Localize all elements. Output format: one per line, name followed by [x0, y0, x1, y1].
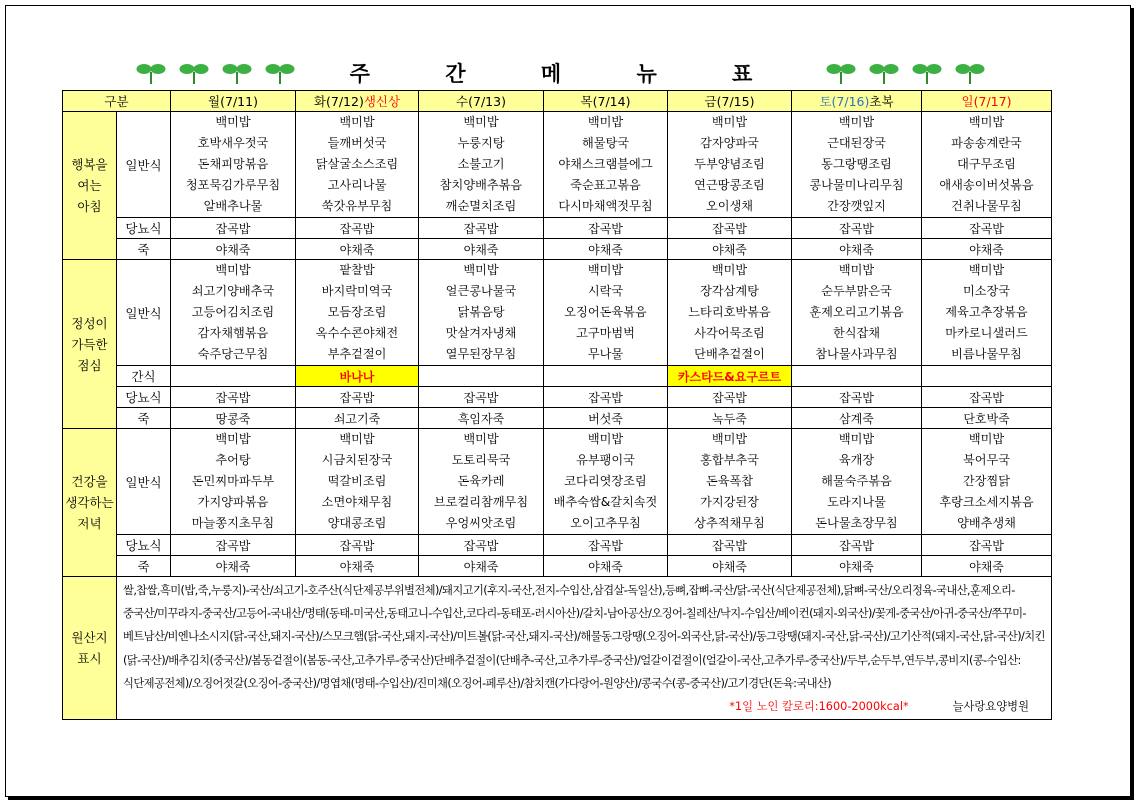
day-note: 초복: [869, 94, 894, 109]
day-date: 화(7/12): [313, 94, 364, 109]
porridge-item: 땅콩죽: [171, 408, 296, 429]
day-header: [296, 91, 419, 112]
dish: 쇠고기양배추국: [191, 284, 275, 298]
dish: 간장찜닭: [962, 474, 1011, 488]
day-header: [171, 91, 296, 112]
dish: 근대된장국: [827, 136, 886, 150]
snack-item: [544, 366, 668, 387]
porridge-item: 야채죽: [171, 239, 296, 260]
breakfast-diabetic-row: [63, 218, 1052, 239]
dish: 대구무조림: [957, 157, 1016, 171]
dish: 백미밥: [463, 432, 499, 446]
diabetic-item: 잡곡밥: [171, 387, 296, 408]
weekly-menu-table: [62, 90, 1052, 720]
meal-label-line: 행복을: [71, 157, 108, 172]
dish: 알배추나물: [203, 199, 263, 213]
day-date: 금(7/15): [704, 94, 755, 109]
breakfast-regular-row: [63, 112, 1052, 218]
lunch-porridge-row: [63, 408, 1052, 429]
dish: 미소장국: [962, 284, 1011, 298]
day-dishes: [544, 429, 668, 535]
dish: 쑥갓유부무침: [321, 199, 393, 213]
porridge-item: 야채죽: [419, 239, 544, 260]
meal-label-line: 원산지: [71, 630, 108, 645]
meal-label-line: 저녁: [77, 516, 102, 531]
dish: 돈민찌마파두부: [191, 474, 275, 488]
diabetic-item: 잡곡밥: [171, 535, 296, 556]
dish: 훈제오리고기볶음: [809, 305, 904, 319]
snack-item: [171, 366, 296, 387]
dish: 닭살굴소스조림: [315, 157, 399, 171]
dish: 백미밥: [339, 432, 375, 446]
origin-label: [63, 577, 117, 720]
diabetic-item: 잡곡밥: [544, 387, 668, 408]
dish: 가지양파볶음: [197, 495, 269, 509]
day-dishes: [171, 260, 296, 366]
porridge-item: 야채죽: [922, 239, 1052, 260]
sprout-decoration-right: [826, 59, 998, 85]
dinner-porridge-row: [63, 556, 1052, 577]
diabetic-item: 잡곡밥: [419, 218, 544, 239]
dish: 한식잡채: [832, 326, 881, 340]
dish: 백미밥: [711, 263, 748, 277]
diabetic-item: 잡곡밥: [296, 387, 419, 408]
dish: 참치양배추볶음: [439, 178, 523, 192]
lunch-regular-row: [63, 260, 1052, 366]
day-header: [419, 91, 544, 112]
day-header: [668, 91, 792, 112]
dish: 도토리묵국: [451, 453, 511, 467]
dish: 들깨버섯국: [327, 136, 387, 150]
dinner-diabetic-row: [63, 535, 1052, 556]
dish: 백미밥: [463, 263, 499, 277]
day-date: 수(7/13): [456, 94, 506, 109]
dish: 코다리엿장조림: [564, 474, 647, 488]
porridge-label: 죽: [117, 556, 171, 577]
dish: 파송송계란국: [951, 136, 1022, 150]
day-dishes: [544, 260, 668, 366]
dish: 콩나물미나리무침: [809, 178, 904, 192]
dish: 청포묵김가루무침: [185, 178, 281, 192]
meal-label-line: 가득한: [71, 336, 108, 352]
day-header: [792, 91, 922, 112]
dish: 무나물: [587, 347, 624, 361]
day-dishes: [792, 112, 922, 218]
dish: 감자양파국: [700, 136, 759, 150]
dish: 후랑크소세지볶음: [939, 495, 1034, 509]
dish: 양배추생채: [957, 516, 1016, 530]
day-dishes: [296, 260, 419, 366]
dish: 유부팽이국: [576, 453, 635, 467]
porridge-item: 야채죽: [544, 239, 668, 260]
dish: 백미밥: [968, 115, 1005, 129]
regular-label: 일반식: [117, 429, 171, 535]
day-dishes: [296, 429, 419, 535]
dish: 백미밥: [838, 263, 875, 277]
dish: 백미밥: [339, 115, 375, 129]
dish: 시락국: [587, 284, 624, 298]
sprout-icon: [869, 59, 899, 85]
porridge-item: 야채죽: [171, 556, 296, 577]
meal-label-line: 점심: [77, 357, 102, 373]
porridge-item: 버섯죽: [544, 408, 668, 429]
regular-label: 일반식: [117, 260, 171, 366]
diabetic-item: 잡곡밥: [419, 535, 544, 556]
day-dishes: [419, 429, 544, 535]
hospital-name: 늘사랑요양병원: [952, 700, 1029, 714]
porridge-label: 죽: [117, 408, 171, 429]
breakfast-porridge-row: [63, 239, 1052, 260]
day-dishes: [296, 112, 419, 218]
dish: 느타리호박볶음: [688, 305, 771, 319]
diabetic-item: 잡곡밥: [792, 535, 922, 556]
dish: 순두부맑은국: [821, 284, 892, 298]
dish: 마카로니샐러드: [945, 326, 1028, 340]
day-dishes: [668, 260, 792, 366]
porridge-item: 야채죽: [419, 556, 544, 577]
diabetic-item: 잡곡밥: [922, 535, 1052, 556]
dish: 죽순표고볶음: [570, 178, 641, 192]
meal-label-line: 아침: [77, 199, 102, 214]
porridge-item: 야채죽: [668, 556, 792, 577]
diabetic-label: 당뇨식: [117, 218, 171, 239]
sprout-icon: [912, 59, 942, 85]
dish: 백미밥: [968, 263, 1005, 277]
sprout-icon: [826, 59, 856, 85]
dish: 백미밥: [587, 263, 624, 277]
snack-item: [419, 366, 544, 387]
dish: 바지락미역국: [321, 284, 393, 298]
lunch-diabetic-row: [63, 387, 1052, 408]
lunch-snack-row: [63, 366, 1052, 387]
dish: 백미밥: [711, 115, 748, 129]
diabetic-item: 잡곡밥: [792, 218, 922, 239]
dish: 오징어돈육볶음: [564, 305, 647, 319]
dish: 소면야채무침: [321, 495, 393, 509]
dish: 양대콩조림: [327, 516, 387, 530]
header-row: [63, 91, 1052, 112]
dish: 백미밥: [587, 432, 624, 446]
porridge-item: 야채죽: [296, 239, 419, 260]
dish: 돈나물초장무침: [815, 516, 898, 530]
diabetic-item: 잡곡밥: [419, 387, 544, 408]
dish: 돈육카레: [457, 474, 505, 488]
dish: 마늘쫑지초무침: [191, 516, 275, 530]
diabetic-item: 잡곡밥: [792, 387, 922, 408]
dish: 사각어묵조림: [694, 326, 765, 340]
diabetic-label: 당뇨식: [117, 535, 171, 556]
dish: 백미밥: [587, 115, 624, 129]
meal-label-line: 표시: [77, 651, 102, 666]
dish: 백미밥: [215, 432, 251, 446]
dish: 열무된장무침: [445, 347, 517, 361]
dish: 떡갈비조림: [327, 474, 387, 488]
dish: 참나물사과무침: [815, 347, 898, 361]
dish: 백미밥: [968, 432, 1005, 446]
porridge-item: 야채죽: [792, 239, 922, 260]
dish: 닭볶음탕: [457, 305, 505, 319]
day-dishes: [171, 112, 296, 218]
snack-item: 바나나: [296, 366, 419, 387]
diabetic-item: 잡곡밥: [296, 535, 419, 556]
day-dishes: [792, 260, 922, 366]
dish: 북어무국: [962, 453, 1011, 467]
dish: 고등어김치조림: [191, 305, 275, 319]
origin-content: [117, 577, 1052, 720]
porridge-item: 야채죽: [922, 556, 1052, 577]
day-dishes: [668, 429, 792, 535]
dish: 해물숙주볶음: [821, 474, 892, 488]
porridge-label: 죽: [117, 239, 171, 260]
dish: 간장깻잎지: [827, 199, 886, 213]
day-dishes: [922, 429, 1052, 535]
meal-label-line: 여는: [77, 178, 102, 193]
dish: 옥수수콘야채전: [315, 326, 399, 340]
dish: 홍합부추국: [700, 453, 759, 467]
dish: 브로컬리참깨무침: [433, 495, 529, 509]
porridge-item: 단호박죽: [922, 408, 1052, 429]
porridge-item: 야채죽: [792, 556, 922, 577]
diabetic-item: 잡곡밥: [922, 387, 1052, 408]
origin-row: [63, 577, 1052, 720]
meal-label-line: 건강을: [71, 474, 108, 489]
porridge-item: 야채죽: [668, 239, 792, 260]
dish: 맛살겨자냉채: [445, 326, 517, 340]
dish: 추어탕: [215, 453, 251, 467]
dish: 돈육폭찹: [705, 474, 754, 488]
dish: 감자채햄볶음: [197, 326, 269, 340]
porridge-item: 쇠고기죽: [296, 408, 419, 429]
day-dishes: [668, 112, 792, 218]
diabetic-item: 잡곡밥: [544, 535, 668, 556]
diabetic-item: 잡곡밥: [296, 218, 419, 239]
day-dishes: [922, 260, 1052, 366]
porridge-item: 야채죽: [544, 556, 668, 577]
dish: 돈채피망볶음: [197, 157, 269, 171]
dish: 백미밥: [711, 432, 748, 446]
dish: 백미밥: [838, 115, 875, 129]
dish: 연근땅콩조림: [694, 178, 765, 192]
dish: 부추겉절이: [327, 347, 387, 361]
dish: 백미밥: [463, 115, 499, 129]
dish: 우엉씨앗조림: [445, 516, 517, 530]
day-date: 토(7/16): [819, 94, 870, 109]
dinner-label: [63, 429, 117, 577]
dish: 얼큰콩나물국: [445, 284, 517, 298]
dish: 도라지나물: [827, 495, 886, 509]
day-dishes: [792, 429, 922, 535]
breakfast-label: [63, 112, 117, 260]
meal-label-line: 생각하는: [65, 495, 114, 510]
dish: 건취나물무침: [951, 199, 1022, 213]
header-category: 구분: [63, 91, 171, 112]
dish: 가지강된장: [700, 495, 759, 509]
day-dishes: [544, 112, 668, 218]
dish: 두부양념조림: [694, 157, 765, 171]
dish: 백미밥: [215, 263, 251, 277]
menu-sheet: [5, 5, 1131, 797]
dish: 고구마범벅: [576, 326, 635, 340]
diabetic-item: 잡곡밥: [922, 218, 1052, 239]
dish: 육개장: [838, 453, 875, 467]
dish: 다시마채액젓무침: [558, 199, 653, 213]
meal-label-line: 정성이: [71, 315, 108, 331]
page-title: 주 간 메 뉴 표: [349, 62, 787, 86]
dish: 백미밥: [215, 115, 251, 129]
day-date: 월(7/11): [208, 94, 258, 109]
porridge-item: 흑임자죽: [419, 408, 544, 429]
dinner-regular-row: [63, 429, 1052, 535]
dish: 장각삼계탕: [700, 284, 759, 298]
snack-item: [792, 366, 922, 387]
regular-label: 일반식: [117, 112, 171, 218]
day-dishes: [419, 260, 544, 366]
footer: [123, 695, 1047, 719]
dish: 야채스크램블에그: [558, 157, 653, 171]
dish: 오이고추무침: [570, 516, 641, 530]
dish: 해물탕국: [581, 136, 630, 150]
dish: 단배추겉절이: [694, 347, 765, 361]
dish: 시금치된장국: [321, 453, 393, 467]
diabetic-item: 잡곡밥: [544, 218, 668, 239]
dish: 백미밥: [838, 432, 875, 446]
day-header: [922, 91, 1052, 112]
dish: 깨순멸치조림: [445, 199, 517, 213]
diabetic-label: 당뇨식: [117, 387, 171, 408]
diabetic-item: 잡곡밥: [668, 218, 792, 239]
day-dishes: [922, 112, 1052, 218]
snack-item: 카스타드&요구르트: [668, 366, 792, 387]
origin-text: 쌀,찹쌀,흑미(밥,죽,누룽지)-국산/쇠고기-호주산(식단제공부위별전체)/돼지고기(후지-국산,전지-수입산,삼겹살-독일산),등뼈,잡뼈-국산/닭-국산(식단제공전체),닭뼈-국산/오리정육-국내산,훈제오리-중국산/미꾸라지-중국산/고등어-국내산/명태(동태-미국산,동태고니-수입산,코다리-동태포-러시아산)/갈치-남아공산/오징어-칠레산/낙지-수입산/베이컨(돼지-외국산)/꽃게-중국산/아귀-중국산/쭈꾸미-베트남산/비엔나소시지(닭-국산,돼지-국산)/스모크햄(닭-국산,돼지-국산)/미트볼(닭-국산,돼지-국산)/해물동그랑땡(오징어-외국산,닭-국산)/동그랑땡(돼지-국산,닭-국산)/고기산적(돼지-국산,닭-국산)/치킨(닭-국산)/배추김치(중국산)/봄동겉절이(봄동-국산,고추가루-중국산)단배추겉절이(단배추-국산,고추가루-중국산)/얼갈이겉절이(얼갈이-국산,고추가루-중국산)/두부,순두부,연두부,콩비지(콩-수입산:식단제공전체)/오징어젓갈(오징어-중국산)/명엽채(명태-수입산)/진미채(오징어-페루산)/참치캔(가다랑어-원양산)/콩국수(콩-중국산)/고기경단(돈육:국내산): [123, 584, 1045, 690]
day-date: 목(7/14): [580, 94, 631, 109]
dish: 비름나물무침: [951, 347, 1022, 361]
porridge-item: 야채죽: [296, 556, 419, 577]
dish: 동그랑땡조림: [821, 157, 892, 171]
porridge-item: 녹두죽: [668, 408, 792, 429]
porridge-item: 삼계죽: [792, 408, 922, 429]
dish: 호박새우젓국: [197, 136, 269, 150]
dish: 고사리나물: [327, 178, 387, 192]
snack-item: [922, 366, 1052, 387]
dish: 오이생채: [705, 199, 754, 213]
dish: 숙주당근무침: [197, 347, 269, 361]
diabetic-item: 잡곡밥: [668, 387, 792, 408]
day-date: 일(7/17): [961, 94, 1012, 109]
dish: 제육고추장볶음: [945, 305, 1028, 319]
sprout-icon: [955, 59, 985, 85]
day-header: [544, 91, 668, 112]
dish: 상추적채무침: [694, 516, 765, 530]
dish: 팥찰밥: [339, 263, 375, 277]
day-dishes: [171, 429, 296, 535]
dish: 배추숙쌈&갈치속젓: [553, 495, 658, 509]
dish: 소불고기: [457, 157, 505, 171]
lunch-label: [63, 260, 117, 429]
diabetic-item: 잡곡밥: [171, 218, 296, 239]
day-dishes: [419, 112, 544, 218]
diabetic-item: 잡곡밥: [668, 535, 792, 556]
dish: 애새송이버섯볶음: [939, 178, 1034, 192]
day-note: 생신상: [363, 94, 401, 109]
calorie-note: *1일 노인 칼로리:1600-2000kcal*: [729, 700, 909, 714]
dish: 누룽지탕: [457, 136, 505, 150]
snack-label: 간식: [117, 366, 171, 387]
dish: 모듬장조림: [327, 305, 387, 319]
